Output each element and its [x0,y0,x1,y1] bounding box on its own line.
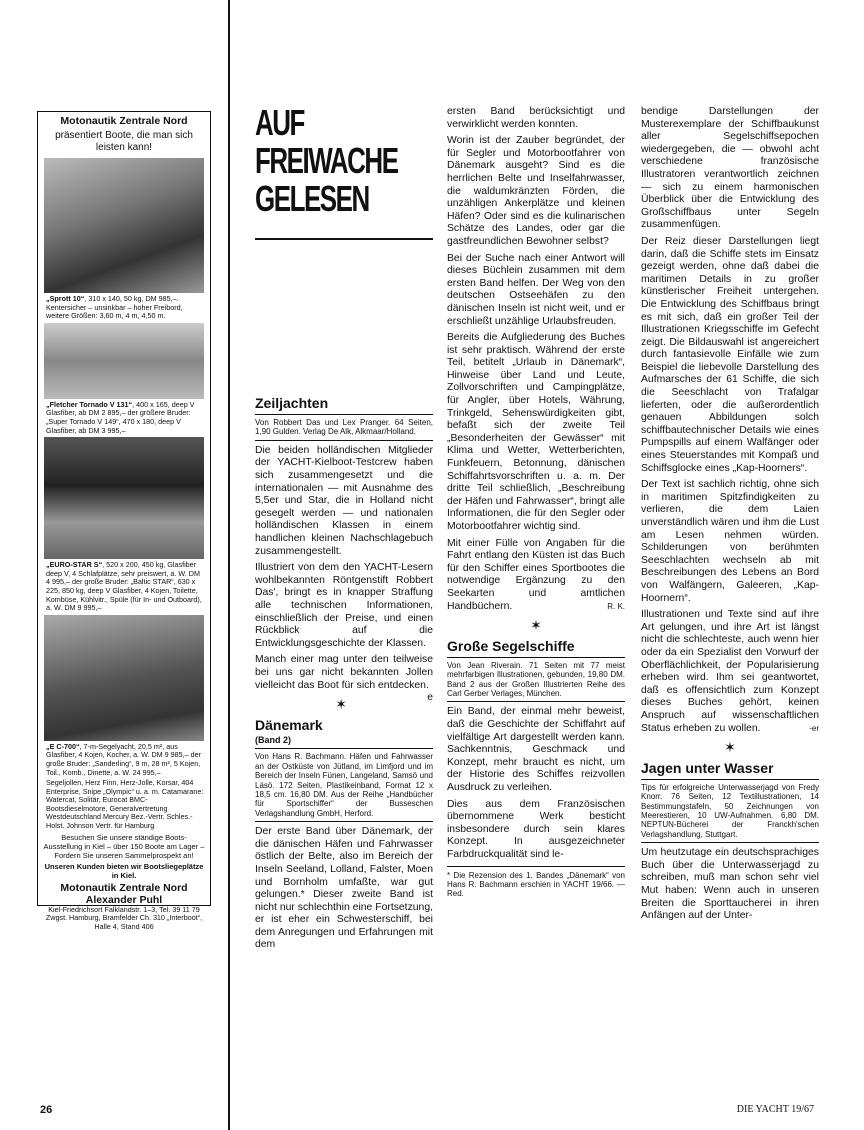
review-heading: Zeiljachten [255,395,433,415]
signature: e [427,692,433,704]
ad-company: Motonautik Zentrale Nord Alexander Puhl [60,881,188,906]
footnote: * Die Rezension des 1. Bandes „Dänemark“ von Hans R. Bachmann erschien in YACHT 19/66. — Red. [447,866,625,899]
review-byline: Von Jean Riverain. 71 Seiten mit 77 meist mehrfarbigen Illustrationen, gebunden, 19,80 DM. Band 2 aus der Großen Illustrierten Reihe des Carl Gerber Verlages, München. [447,658,625,703]
boat-caption: „EURO-STAR S“, 520 x 200, 450 kg, Glasfiber deep V, 4 Schlafplätze, sehr preiswert, a. W. DM 4 995,– der große Bruder: „Baltic STAR“, 630 x 225, 850 kg, deep V Glasfiber, 4 Kojen, Toilette, Kombüse, Kühlvitr., Spüle (für In- und Outboard), a. W. DM 9 995,– [46,560,202,613]
boat-photo-tornado [44,323,204,399]
signature: -er [809,723,819,733]
column-2 [447,106,625,899]
boat-photo-sprott [44,158,204,293]
star-separator: ✶ [530,617,542,634]
boat-caption: „Fletcher Tornado V 131“, 400 x 165, deep V Glasfiber, ab DM 2 895,– der größere Bruder: „Super Tornado V 149“, 470 x 180, deep V Glasfiber, ab DM 3 995,– [46,399,195,435]
headline-line: AUF [255,102,304,143]
paragraph: Mit einer Fülle von Angaben für die Fahrt entlang den Küsten ist das Buch für den Schiffer eines Sportbootes die notwendige Ergänzung zu den Seekarten und amtlichen Handbüchern. R. K. [447,537,625,612]
headline-rule [255,238,433,240]
column-3 [641,106,819,927]
signature: R. K. [607,601,625,611]
paragraph: Ein Band, der einmal mehr beweist, daß die Geschichte der Schiffahrt auf vielfältige Art dargestellt werden kann. Sachkenntnis, Geschmack und Konzept, mehr braucht es nicht, um der Historie des Schiffes reizvollen Ausdruck zu verleihen. [447,706,625,793]
headline-line: GELESEN [255,178,369,219]
headline-line: FREIWACHE [255,140,398,181]
paragraph: ersten Band berücksichtigt und verwirklicht werden konnten. [447,106,625,130]
paragraph: Die beiden holländischen Mitglieder der YACHT-Kielboot-Testcrew haben sich zusammengesetzt und die internationalen — mit Ausnahme des 5,5er und Star, die in Holland nicht gesegelt werden — und nationalen holländischen Klassen in einem handlichen kleinen Nachschlagebuch zusammengestellt. [255,444,433,557]
ad-visit: Besuchen Sie unsere ständige Boots-Ausstellung in Kiel – über 150 Boote am Lager – Fordern Sie unseren Sammelprospekt an! [43,832,205,860]
paragraph: Der Reiz dieser Darstellungen liegt darin, daß die Schiffe stets im Einsatz gezeigt werden, ohne daß dabei die maritimen Details in zu großer künstlerischer Freiheit untergehen. Die Entwicklung des Schiffbaus bringt es mit sich, daß ein großer Teil der Illustrationen Kriegsschiffe im Gefecht zeigt. Die Bildauswahl ist angereichert durch fantasievolle Einfälle wie zum Beispiel die liebevolle Darstellung des Aufmarsches der 61 Schiffe, die sich die Seeschlacht von Trafalgar lieferten, oder die außerordentlich genauen Abbildungen solch schiffbautechnischer Details wie eines Pumpspills auf einem Walfänger oder eines Steuerstandes mit Kompaß und Schiffsglocke eines „Kap-Hoorners“. [641,235,819,474]
boat-caption: „Sprott 10“, 310 x 140, 50 kg, DM 985,–. Kentersicher – unsinkbar – hoher Freibord, weitere Größen: 3,60 m, 4 m, 4,50 m. [46,294,183,321]
review-heading: Jagen unter Wasser [641,760,819,780]
boat-advertisement [37,111,211,931]
ad-address: Kiel-Friedrichsort Falklandstr. 1–3, Tel. 39 11 79 Zwgst. Hamburg, Bramfelder Ch. 310 „Interboot“, Halle 4, Stand 406 [45,904,203,931]
paragraph: Um heutzutage ein deutschsprachiges Buch über die Unterwasserjagd zu schreiben, muß man schon sehr viel Mut haben: Wenn auch in unseren Breiten die Sporttaucherei in ihren Anfängen auf der Unter- [641,847,819,922]
page-number: 26 [40,1104,53,1116]
column-divider [228,0,230,1130]
review-subheading: (Band 2) [255,734,433,750]
paragraph: Dies aus dem Französischen übernommene Werk besticht insbesondere durch sein klares Konzept. In ausgezeichneter Farbdruckqualität sind le- [447,798,625,860]
paragraph: bendige Darstellungen der Musterexemplare der Schiffbaukunst aller Segelschiffsepochen wiedergegeben, die — obwohl acht verschiedene französische Illustratoren verantwortlich zeichnen — sich zu einem harmonischen Überblick über die Entwicklung des Großschiffbaus unter Segeln zusammenfügen. [641,106,819,231]
paragraph: Illustrationen und Texte sind auf ihre Art gelungen, und ihre Art ist längst nicht die schlechteste, auch wenn hier oder da ein Spezialist den Vorwurf der Oberflächlichkeit, der Popularisierung erheben wird. Ihm sei geantwortet, daß es offensichtlich zum Konzept dieses Buches gehört, keinen Anspruch auf wissenschaftlichen Status erheben zu wollen. -er [641,609,819,734]
ad-subtitle: präsentiert Boote, die man sich leisten kann! [55,130,193,153]
paragraph: Bereits die Aufgliederung des Buches ist sehr praktisch. Während der erste Teil, betitelt „Urlaub in Dänemark“, Hinweise über Land und Leute, Zollvorschriften und Campingplätze, für Angler, über Hotels, Währung, Trinkgeld, Sehenswürdigkeiten gibt, befaßt sich der zweite Teil „Besonderheiten der Gewässer“ mit Klima und Wetter, Wetterberichten, Funkfeuern, Betonnung, dänischen Schiffahrtsvorschriften u. a. m. Der dritte Teil schließlich, „Beschreibung der Häfen und Fahrwasser“, bringt alle Informationen, die für den Segler oder Motorbootfahrer wichtig sind. [447,332,625,532]
star-separator: ✶ [335,696,347,713]
paragraph: Der erste Band über Dänemark, der die dänischen Häfen und Fahrwasser östlich der Belte, also im Bereich der Inseln Seeland, Lolland, Falster, Moen und Bornholm umfaßte, war gut gelungen.* Dieser zweite Band ist nicht nur schlechthin eine Fortsetzung, er ist eher ein Schwesterschiff, bei dem Anregungen und Erfahrungen mit dem [255,826,433,951]
paragraph: Bei der Suche nach einer Antwort will dieses Büchlein zusammen mit dem ersten Band helfen. Der Weg von den deutschen Ostseehäfen zu den dänischen Inseln ist nicht weit, und er erschließt unzählige Urlaubsfreuden. [447,252,625,327]
review-heading: Große Segelschiffe [447,638,625,658]
ad-extras: Segeljollen, Herz Finn, Herz-Jolle, Korsar, 404 Enterprise, Snipe „Olympic“ u. a. m. Catamarane: Watercat, Solitär, Eurocat BMC-Bootsdieselmotore, Generalvertretung Westdeutschland Mercury Bez.-Vertr. Schles.-Holst. Johnson Vertr. für Hamburg [46,778,204,831]
review-byline: Tips für erfolgreiche Unterwasserjagd von Fredy Knorr. 76 Seiten, 12 Textillustrationen, 14 Bestimmungstafeln, 50 Zeichnungen von Meerestieren, 10 UW-Aufnahmen. 6,80 DM. NEPTUN-Bücherei der Franckh'schen Verlagshandlung, Stuttgart. [641,780,819,843]
paragraph: Illustriert von dem den YACHT-Lesern wohlbekannten Röntgenstift Robbert Das', bringt es in knapper Straffung alle technischen Informationen, einschließlich der Preise, und einen Rückblick auf die Entwicklungsgeschichte der Klassen. [255,562,433,649]
review-byline: Von Hans R. Bachmann. Häfen und Fahrwasser an der Ostküste von Jütland, im Limfjord und im Bereich der Inseln Fünen, Langeland, Samsö und Läsö. 172 Seiten, Plastikeinband, Format 12 x 18,5 cm. 16,80 DM. Aus der Reihe „Handbücher für Sportschiffer“ der Busseschen Verlagshandlung GmbH, Herford. [255,749,433,822]
review-heading: Dänemark [255,716,323,733]
star-separator: ✶ [724,739,736,756]
paragraph: Manch einer mag unter den teilweise bei uns gar nicht bekannten Jollen vielleicht das Boot für sich entdecken. e [255,654,433,704]
boat-photo-ec700 [44,615,204,741]
magazine-issue: DIE YACHT 19/67 [736,1104,814,1115]
paragraph: Worin ist der Zauber begründet, der für Segler und Motorbootfahrer von Dänemark ausgeht? Sind es die herrlichen Belte und Inselfahrwasser, die waldumkränzten Förden, die unzähligen Ankerplätze und kleinen Häfen? Oder sind es die kulinarischen Schätze des Landes, oder gar die gastfreundlichen Bewohner selbst? [447,135,625,247]
paragraph: Der Text ist sachlich richtig, ohne sich in maritimen Spitzfindigkeiten zu verlieren, die dem Laien unverständlich wären und ihm die Lust am Lesen nehmen würden. Schilderungen von berühmten Seeschlachten wechseln ab mit Beschreibungen des Lebens an Bord von Walfängern, Galeeren, „Kap-Hoornern“. [641,479,819,604]
boat-photo-eurostar [44,437,204,559]
ad-title: Motonautik Zentrale Nord [60,115,188,127]
ad-offer: Unseren Kunden bieten wir Bootsliegeplätze in Kiel. [44,861,204,880]
boat-caption: „E C-700“, 7-m-Segelyacht, 20,5 m², aus Glasfiber, 4 Kojen, Kocher, a. W. DM 9 985,– der große Bruder: „Sanderling“, 9 m, 28 m², 5 Kojen, Toil., Komb., Dinette, a. W. 24 995,– [46,741,202,777]
review-byline: Von Robbert Das und Lex Pranger. 64 Seiten, 1,90 Gulden. Verlag De Alk, Alkmaar/Holland. [255,415,433,441]
column-1 [255,395,433,956]
section-headline [255,102,398,236]
